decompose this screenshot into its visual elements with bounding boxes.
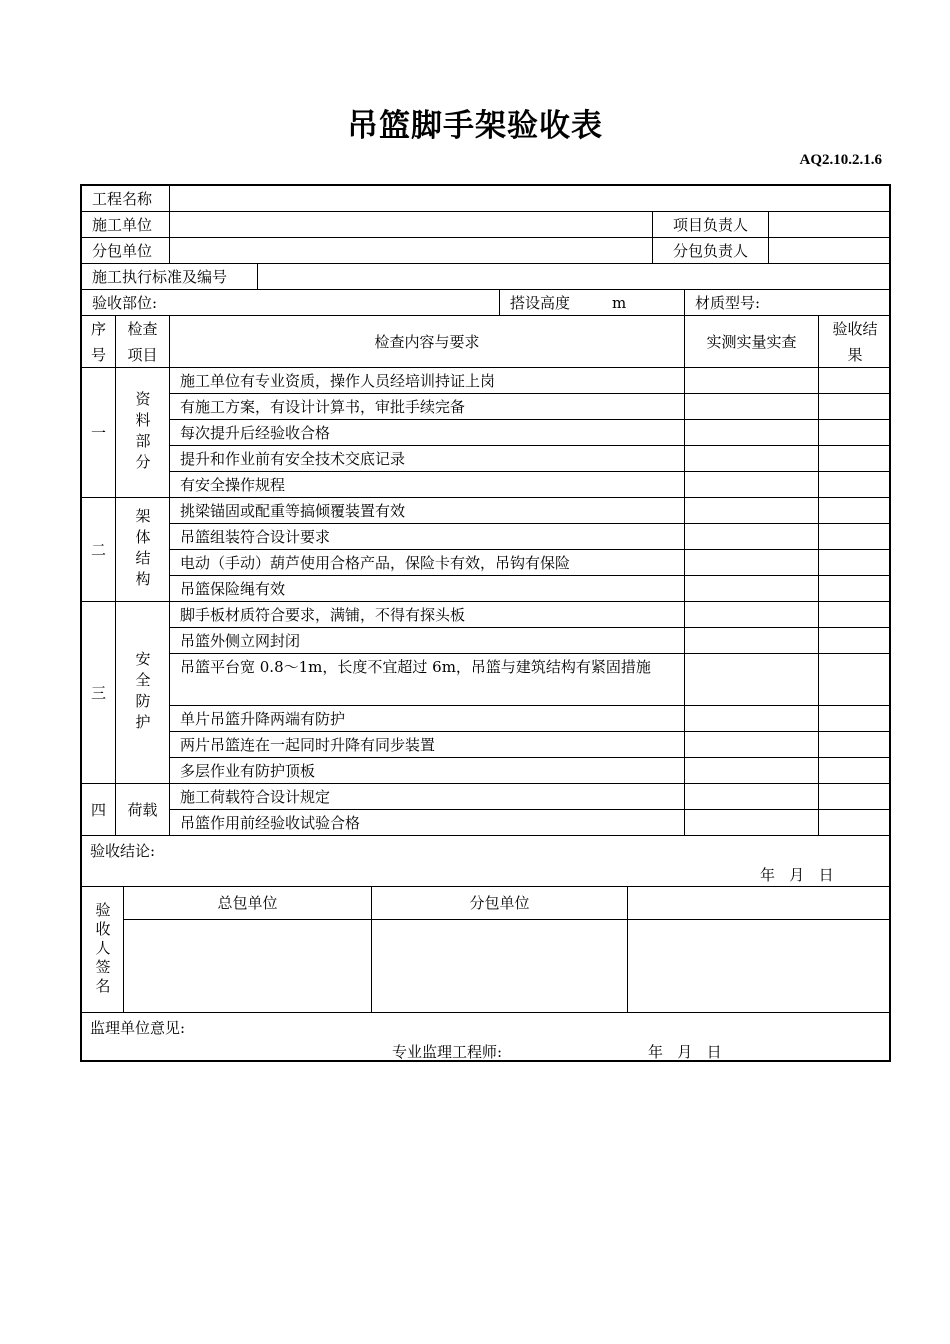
col-item-line1: 检查 xyxy=(127,319,158,338)
measured-cell[interactable] xyxy=(685,628,819,654)
supervision-date: 年 月 日 xyxy=(648,1043,722,1061)
conclusion-date: 年 月 日 xyxy=(760,866,834,884)
signature-label-text: 验收人签名 xyxy=(93,902,112,997)
col-item-line2: 项目 xyxy=(127,345,158,364)
subcontractor-signature[interactable] xyxy=(372,920,628,1013)
col-measured: 实测实量实查 xyxy=(685,316,819,368)
group-3-seq: 三 xyxy=(82,602,116,784)
measured-cell[interactable] xyxy=(685,394,819,420)
measured-cell[interactable] xyxy=(685,524,819,550)
measured-cell[interactable] xyxy=(685,706,819,732)
result-cell[interactable] xyxy=(819,472,891,498)
acceptance-part-label: 验收部位: xyxy=(82,290,500,316)
measured-cell[interactable] xyxy=(685,420,819,446)
measured-cell[interactable] xyxy=(685,810,819,836)
result-cell[interactable] xyxy=(819,758,891,784)
col-result-line2: 果 xyxy=(847,345,863,364)
result-cell[interactable] xyxy=(819,784,891,810)
subcontract-unit-label: 分包单位 xyxy=(82,238,170,264)
result-cell[interactable] xyxy=(819,524,891,550)
measured-cell[interactable] xyxy=(685,446,819,472)
col-item xyxy=(116,316,170,368)
check-item: 施工荷载符合设计规定 xyxy=(170,784,685,810)
check-item: 吊篮组装符合设计要求 xyxy=(170,524,685,550)
measured-cell[interactable] xyxy=(685,602,819,628)
check-item: 挑梁锚固或配重等搞倾覆装置有效 xyxy=(170,498,685,524)
group-3-item xyxy=(116,602,170,784)
check-item: 多层作业有防护顶板 xyxy=(170,758,685,784)
group-4-item: 荷载 xyxy=(116,784,170,836)
group-1-item xyxy=(116,368,170,498)
supervision-label: 监理单位意见: xyxy=(90,1019,186,1037)
general-contractor-signature[interactable] xyxy=(124,920,372,1013)
result-cell[interactable] xyxy=(819,576,891,602)
check-item: 施工单位有专业资质，操作人员经培训持证上岗 xyxy=(170,368,685,394)
check-item: 单片吊篮升降两端有防护 xyxy=(170,706,685,732)
height-unit: m xyxy=(612,293,627,312)
subcontract-leader-field[interactable] xyxy=(769,238,891,264)
result-cell[interactable] xyxy=(819,498,891,524)
measured-cell[interactable] xyxy=(685,498,819,524)
measured-cell[interactable] xyxy=(685,576,819,602)
col-seq-line1: 序 xyxy=(90,319,106,338)
conclusion-section[interactable] xyxy=(82,836,891,887)
height-cell xyxy=(500,290,685,316)
check-item: 电动（手动）葫芦使用合格产品，保险卡有效，吊钩有保险 xyxy=(170,550,685,576)
col-seq xyxy=(82,316,116,368)
check-item: 脚手板材质符合要求，满铺，不得有探头板 xyxy=(170,602,685,628)
result-cell[interactable] xyxy=(819,810,891,836)
result-cell[interactable] xyxy=(819,420,891,446)
standard-label: 施工执行标准及编号 xyxy=(82,264,258,290)
acceptance-table xyxy=(80,184,891,1062)
subcontract-leader-label: 分包负责人 xyxy=(653,238,769,264)
check-item: 吊篮平台宽 0.8～1m，长度不宜超过 6m，吊篮与建筑结构有紧固措施 xyxy=(170,654,685,706)
measured-cell[interactable] xyxy=(685,732,819,758)
result-cell[interactable] xyxy=(819,602,891,628)
measured-cell[interactable] xyxy=(685,368,819,394)
group-2-item xyxy=(116,498,170,602)
check-item: 提升和作业前有安全技术交底记录 xyxy=(170,446,685,472)
group-1-item-text: 资料部分 xyxy=(133,390,152,475)
supervision-section[interactable] xyxy=(82,1013,891,1062)
project-leader-field[interactable] xyxy=(769,212,891,238)
form-title: 吊篮脚手架验收表 xyxy=(347,108,603,144)
standard-field[interactable] xyxy=(258,264,891,290)
result-cell[interactable] xyxy=(819,550,891,576)
height-label: 搭设高度 xyxy=(510,293,571,312)
general-contractor-label: 总包单位 xyxy=(124,887,372,920)
signature-label xyxy=(82,887,124,1013)
check-item: 有安全操作规程 xyxy=(170,472,685,498)
measured-cell[interactable] xyxy=(685,550,819,576)
construction-unit-label: 施工单位 xyxy=(82,212,170,238)
result-cell[interactable] xyxy=(819,446,891,472)
extra-signature[interactable] xyxy=(628,920,891,1013)
col-result xyxy=(819,316,891,368)
result-cell[interactable] xyxy=(819,368,891,394)
signature-header-blank xyxy=(628,887,891,920)
material-label: 材质型号: xyxy=(685,290,891,316)
check-item: 两片吊篮连在一起同时升降有同步装置 xyxy=(170,732,685,758)
check-item: 吊篮外侧立网封闭 xyxy=(170,628,685,654)
result-cell[interactable] xyxy=(819,628,891,654)
col-content: 检查内容与要求 xyxy=(170,316,685,368)
check-item: 有施工方案，有设计计算书，审批手续完备 xyxy=(170,394,685,420)
check-item: 吊篮保险绳有效 xyxy=(170,576,685,602)
measured-cell[interactable] xyxy=(685,758,819,784)
subcontract-unit-field[interactable] xyxy=(170,238,653,264)
check-item: 每次提升后经验收合格 xyxy=(170,420,685,446)
result-cell[interactable] xyxy=(819,394,891,420)
group-4-seq: 四 xyxy=(82,784,116,836)
check-item: 吊篮作用前经验收试验合格 xyxy=(170,810,685,836)
result-cell[interactable] xyxy=(819,706,891,732)
group-2-item-text: 架体结构 xyxy=(133,507,152,592)
col-seq-line2: 号 xyxy=(90,345,106,364)
project-name-field[interactable] xyxy=(170,186,891,212)
result-cell[interactable] xyxy=(819,654,891,706)
project-leader-label: 项目负责人 xyxy=(653,212,769,238)
subcontractor-label: 分包单位 xyxy=(372,887,628,920)
measured-cell[interactable] xyxy=(685,654,819,706)
measured-cell[interactable] xyxy=(685,472,819,498)
group-2-seq: 二 xyxy=(82,498,116,602)
form-code: AQ2.10.2.1.6 xyxy=(799,152,882,168)
construction-unit-field[interactable] xyxy=(170,212,653,238)
group-1-seq: 一 xyxy=(82,368,116,498)
supervision-engineer-label: 专业监理工程师: xyxy=(392,1043,503,1061)
project-name-label: 工程名称 xyxy=(82,186,170,212)
result-cell[interactable] xyxy=(819,732,891,758)
group-3-item-text: 安全防护 xyxy=(133,650,152,735)
measured-cell[interactable] xyxy=(685,784,819,810)
conclusion-label: 验收结论: xyxy=(90,842,156,860)
col-result-line1: 验收结 xyxy=(832,319,878,338)
